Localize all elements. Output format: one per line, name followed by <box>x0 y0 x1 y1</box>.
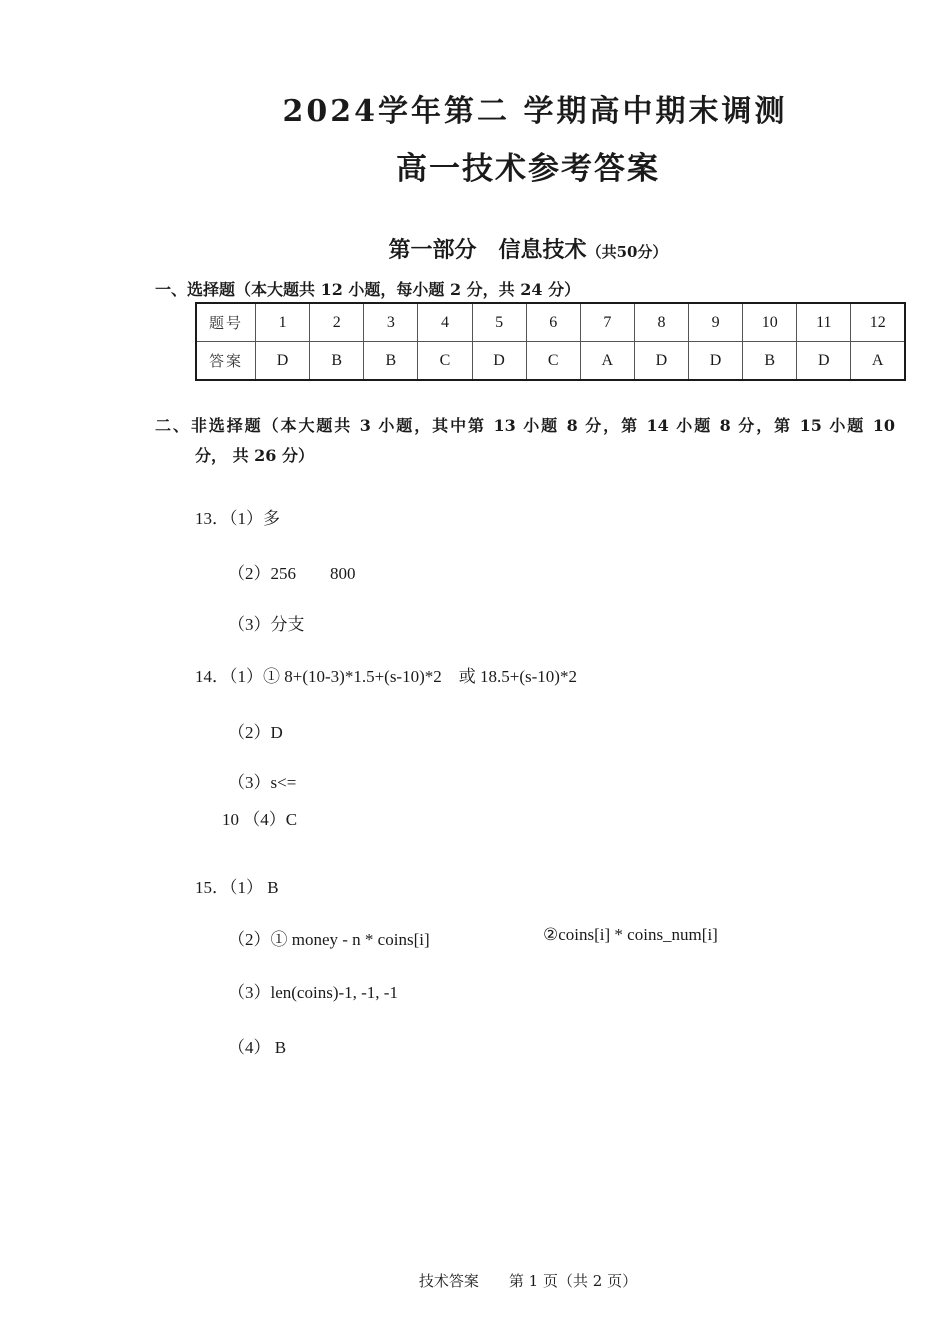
answer-cell: D <box>797 342 851 381</box>
question-number: 3 <box>364 303 418 342</box>
question-number: 12 <box>851 303 905 342</box>
document-title: 2024学年第二 学期高中期末调测 <box>282 94 788 129</box>
q14-part1: 14．（1）① 8+(10-3)*1.5+(s-10)*2 或 18.5+(s-10)*2 <box>195 667 577 686</box>
answer-cell: D <box>689 342 743 381</box>
question-number-row <box>196 303 905 342</box>
question-number: 6 <box>526 303 580 342</box>
answer-cell: D <box>634 342 688 381</box>
answer-table <box>195 302 906 381</box>
answer-cell: B <box>310 342 364 381</box>
q14-part4: 10 （4）C <box>222 810 298 829</box>
q13-part3: （3）分支 <box>228 615 305 634</box>
question-number: 2 <box>310 303 364 342</box>
q13-part1: 13．（1）多 <box>195 509 280 528</box>
row-label-answer: 答案 <box>196 342 256 381</box>
q14-part3: （3）s<= <box>228 773 297 792</box>
answer-cell: D <box>256 342 310 381</box>
section-two-heading-line1: 二、非选择题（本大题共 3 小题，其中第 13 小题 8 分，第 14 小题 8 分，第 15 小题 10 <box>155 416 895 435</box>
q14-part2: （2）D <box>228 723 283 742</box>
question-number: 4 <box>418 303 472 342</box>
q15-part4: （4） B <box>228 1038 287 1057</box>
row-label-number: 题号 <box>196 303 256 342</box>
answer-row <box>196 342 905 381</box>
section-two-heading-line2: 分， 共 26 分） <box>195 446 314 465</box>
part-one-heading <box>0 233 950 264</box>
page-footer: 技术答案 第 1 页（共 2 页） <box>418 1272 638 1290</box>
q15-part3: （3）len(coins)-1, -1, -1 <box>228 983 398 1002</box>
q13-part2: （2）256 800 <box>228 564 356 583</box>
answer-cell: A <box>851 342 905 381</box>
section-two-heading <box>155 411 895 471</box>
question-number: 7 <box>580 303 634 342</box>
q15-part1: 15．（1） B <box>195 878 279 897</box>
question-number: 8 <box>634 303 688 342</box>
question-number: 11 <box>797 303 851 342</box>
q15-part2-blank1: （2）① money - n * coins[i] <box>228 930 430 949</box>
answer-cell: D <box>472 342 526 381</box>
answer-cell: A <box>580 342 634 381</box>
part-one-points: （共50分） <box>586 243 668 261</box>
document-subtitle: 高一技术参考答案 <box>396 151 660 187</box>
answer-cell: B <box>743 342 797 381</box>
question-number: 10 <box>743 303 797 342</box>
answer-cell: B <box>364 342 418 381</box>
q15-part2-blank2: ②coins[i] * coins_num[i] <box>543 925 718 944</box>
question-number: 5 <box>472 303 526 342</box>
section-one-heading: 一、选择题（本大题共 12 小题，每小题 2 分，共 24 分） <box>155 280 581 299</box>
part-one-title: 第一部分 信息技术 <box>388 237 587 263</box>
question-number: 9 <box>689 303 743 342</box>
answer-cell: C <box>526 342 580 381</box>
answer-cell: C <box>418 342 472 381</box>
question-number: 1 <box>256 303 310 342</box>
